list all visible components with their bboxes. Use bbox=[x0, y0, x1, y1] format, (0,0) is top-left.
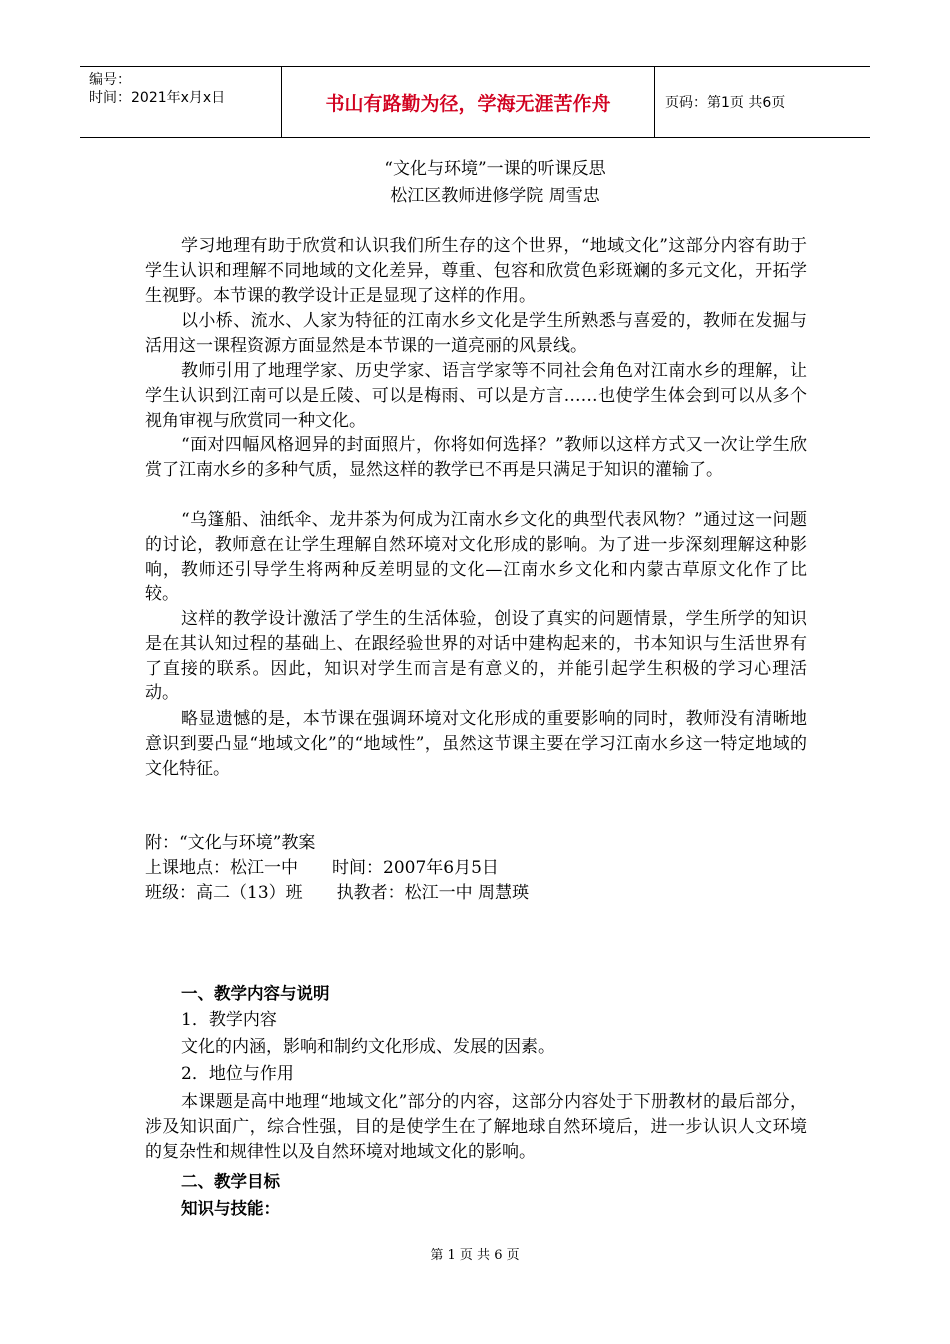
page-header bbox=[80, 66, 870, 138]
paragraph-6: 这样的教学设计激活了学生的生活体验，创设了真实的问题情景，学生所学的知识是在其认知过程的基础上、在跟经验世界的对话中建构起来的，书本知识与生活世界有了直接的联系。因此，知识对学生而言是有意义的，并能引起学生积极的学习心理活动。 bbox=[145, 609, 807, 704]
section-1-item-2-body: 本课题是高中地理“地域文化”部分的内容，这部分内容处于下册教材的最后部分，涉及知识面广，综合性强，目的是使学生在了解地球自然环境后，进一步认识人文环境的复杂性和规律性以及自然环境对地域文化的影响。 bbox=[145, 1092, 807, 1162]
page-info: 页码：第1页 共6页 bbox=[665, 95, 786, 111]
class-teacher: 执教者：松江一中 周慧瑛 bbox=[336, 883, 530, 903]
paragraph-1: 学习地理有助于欣赏和认识我们所生存的这个世界，“地域文化”这部分内容有助于学生认识和理解不同地域的文化差异，尊重、包容和欣赏色彩斑斓的多元文化，开拓学生视野。本节课的教学设计正是显现了这样的作用。 bbox=[145, 236, 807, 306]
page-footer: 第 1 页 共 6 页 bbox=[430, 1248, 520, 1263]
serial-number-label: 编号： bbox=[89, 72, 131, 88]
header-meta-cell bbox=[80, 67, 282, 137]
paragraph-3: 教师引用了地理学家、历史学家、语言学家等不同社会角色对江南水乡的理解，让学生认识到江南可以是丘陵、可以是梅雨、可以是方言……也使学生体会到可以从多个视角审视与欣赏同一种文化。 bbox=[145, 361, 807, 431]
section-1-item-1-body: 文化的内涵，影响和制约文化形成、发展的因素。 bbox=[181, 1037, 555, 1057]
paragraph-5: “乌篷船、油纸伞、龙井茶为何成为江南水乡文化的典型代表风物？”通过这一问题的讨论，教师意在让学生理解自然环境对文化形成的影响。为了进一步深刻理解这种影响，教师还引导学生将两种反差明显的文化—江南水乡文化和内蒙古草原文化作了比较。 bbox=[145, 510, 807, 605]
class-name: 班级：高二（13）班 bbox=[145, 883, 303, 903]
appendix-title: 附：“文化与环境”教案 bbox=[145, 833, 316, 853]
document-author: 松江区教师进修学院 周雪忠 bbox=[390, 186, 600, 206]
appendix-class-row bbox=[145, 882, 529, 904]
class-time: 时间：2007年6月5日 bbox=[332, 858, 499, 878]
paragraph-7: 略显遗憾的是，本节课在强调环境对文化形成的重要影响的同时，教师没有清晰地意识到要凸显“地域文化”的“地域性”，虽然这节课主要在学习江南水乡这一特定地域的文化特征。 bbox=[145, 709, 807, 779]
date-label: 时间：2021年x月x日 bbox=[89, 90, 226, 106]
document-title: “文化与环境”一课的听课反思 bbox=[384, 159, 606, 179]
section-1-item-1-title: 1．教学内容 bbox=[181, 1010, 277, 1030]
paragraph-4: “面对四幅风格迥异的封面照片，你将如何选择？”教师以这样方式又一次让学生欣赏了江南水乡的多种气质，显然这样的教学已不再是只满足于知识的灌输了。 bbox=[145, 435, 807, 480]
paragraph-2: 以小桥、流水、人家为特征的江南水乡文化是学生所熟悉与喜爱的，教师在发掘与活用这一课程资源方面显然是本节课的一道亮丽的风景线。 bbox=[145, 311, 807, 356]
section-2-heading: 二、教学目标 bbox=[181, 1172, 280, 1191]
header-page-cell bbox=[655, 67, 870, 137]
section-1-heading: 一、教学内容与说明 bbox=[181, 984, 330, 1003]
class-location: 上课地点：松江一中 bbox=[145, 858, 298, 878]
section-1-item-2-title: 2．地位与作用 bbox=[181, 1064, 294, 1084]
appendix-location-row bbox=[145, 857, 499, 879]
motto-text: 书山有路勤为径，学海无涯苦作舟 bbox=[325, 93, 611, 115]
section-2-subheading: 知识与技能： bbox=[181, 1199, 280, 1218]
header-motto-cell bbox=[282, 67, 655, 137]
